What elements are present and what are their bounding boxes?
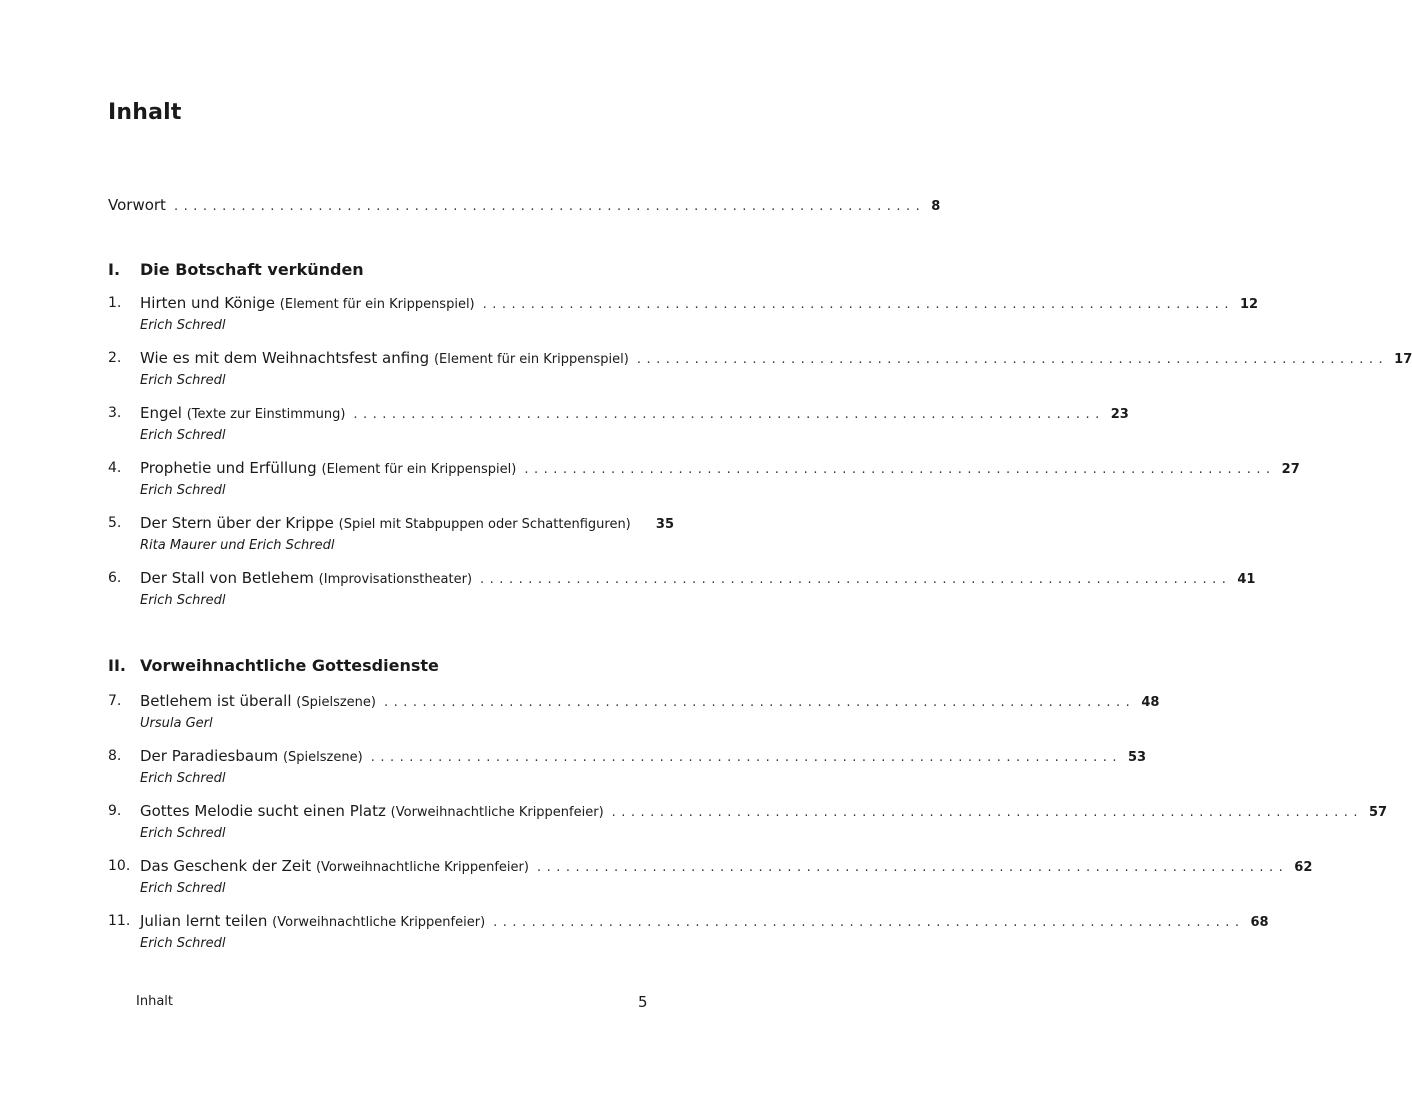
section-heading-2 <box>108 655 439 677</box>
entry-subtitle: (Vorweihnachtliche Krippenfeier) <box>272 915 486 930</box>
entry-number: 6. <box>108 570 122 586</box>
entry-subtitle: (Element für ein Krippenspiel) <box>279 297 475 312</box>
page-number: 35 <box>655 517 674 532</box>
page-number: 68 <box>1250 915 1269 930</box>
entry-number: 10. <box>108 858 131 874</box>
entry-title <box>140 347 629 371</box>
entry-title-main: Hirten und Könige <box>140 294 275 312</box>
section-number: II. <box>108 656 126 675</box>
entry-subtitle: (Spiel mit Stabpuppen oder Schattenfiguren) <box>338 517 631 532</box>
toc-entry[interactable] <box>108 690 1160 712</box>
entry-author: Ursula Gerl <box>140 716 213 731</box>
entry-title-main: Der Paradiesbaum <box>140 747 279 765</box>
page-number: 23 <box>1110 407 1129 422</box>
dot-leader: .............................................................................. <box>636 352 1389 367</box>
dot-leader <box>639 514 640 536</box>
entry-author: Erich Schredl <box>140 373 226 388</box>
entry-title <box>140 690 376 714</box>
toc-entry-vorwort[interactable] <box>108 194 941 216</box>
entry-title-main: Betlehem ist überall <box>140 692 292 710</box>
entry-title <box>140 745 363 769</box>
entry-title <box>140 457 516 481</box>
entry-subtitle: (Spielszene) <box>282 750 363 765</box>
entry-title-main: Der Stall von Betlehem <box>140 569 314 587</box>
entry-title <box>140 800 604 824</box>
entry-title <box>140 910 485 934</box>
toc-entry[interactable] <box>108 292 1259 314</box>
entry-title: Vorwort <box>108 196 166 214</box>
page-number: 57 <box>1368 805 1388 820</box>
entry-author: Erich Schredl <box>140 428 226 443</box>
running-footer-label: Inhalt <box>136 994 173 1009</box>
page-number: 8 <box>931 199 941 214</box>
section-title: Die Botschaft verkünden <box>140 260 364 279</box>
entry-title-main: Wie es mit dem Weihnachtsfest anfing <box>140 349 430 367</box>
dot-leader: .............................................................................. <box>482 297 1234 312</box>
dot-leader: .............................................................................. <box>493 915 1245 930</box>
entry-author: Rita Maurer und Erich Schredl <box>140 538 335 553</box>
entry-subtitle: (Texte zur Einstimmung) <box>186 407 346 422</box>
folio-page-number: 5 <box>638 993 648 1011</box>
entry-number: 1. <box>108 295 122 311</box>
entry-title <box>140 292 475 316</box>
entry-subtitle: (Vorweihnachtliche Krippenfeier) <box>390 805 604 820</box>
dot-leader: .............................................................................. <box>370 750 1123 765</box>
toc-entry[interactable] <box>108 347 1412 369</box>
entry-title-main: Prophetie und Erfüllung <box>140 459 317 477</box>
entry-subtitle: (Vorweihnachtliche Krippenfeier) <box>315 860 529 875</box>
entry-title-main: Julian lernt teilen <box>140 912 268 930</box>
toc-entry[interactable] <box>108 457 1300 479</box>
entry-author: Erich Schredl <box>140 826 226 841</box>
entry-title-main: Das Geschenk der Zeit <box>140 857 312 875</box>
entry-number: 9. <box>108 803 122 819</box>
page-number: 41 <box>1237 572 1256 587</box>
toc-entry[interactable] <box>108 910 1269 932</box>
entry-subtitle: (Improvisationstheater) <box>318 572 473 587</box>
entry-title <box>140 567 472 591</box>
entry-subtitle: (Element für ein Krippenspiel) <box>321 462 517 477</box>
entry-number: 3. <box>108 405 122 421</box>
entry-author: Erich Schredl <box>140 318 226 333</box>
entry-subtitle: (Spielszene) <box>296 695 376 710</box>
dot-leader: .............................................................................. <box>173 199 926 214</box>
section-title: Vorweihnachtliche Gottesdienste <box>140 656 439 675</box>
dot-leader: .............................................................................. <box>353 407 1105 422</box>
entry-number: 2. <box>108 350 122 366</box>
entry-number: 7. <box>108 693 122 709</box>
entry-number: 5. <box>108 515 122 531</box>
toc-entry[interactable] <box>108 402 1129 424</box>
entry-title-main: Der Stern über der Krippe <box>140 514 334 532</box>
page-number: 48 <box>1141 695 1160 710</box>
dot-leader: .............................................................................. <box>536 860 1289 875</box>
entry-title-main: Engel <box>140 404 182 422</box>
entry-author: Erich Schredl <box>140 593 226 608</box>
entry-author: Erich Schredl <box>140 483 226 498</box>
toc-entry[interactable] <box>108 745 1147 767</box>
page-number: 53 <box>1128 750 1147 765</box>
section-number: I. <box>108 260 121 279</box>
entry-author: Erich Schredl <box>140 881 226 896</box>
dot-leader: .............................................................................. <box>524 462 1276 477</box>
toc-entry[interactable] <box>108 512 674 534</box>
page-number: 27 <box>1281 462 1300 477</box>
dot-leader: .............................................................................. <box>480 572 1232 587</box>
page-title: Inhalt <box>108 100 182 125</box>
entry-title <box>140 855 529 879</box>
toc-entry[interactable] <box>108 855 1313 877</box>
entry-title <box>140 402 345 426</box>
dot-leader: .............................................................................. <box>611 805 1363 820</box>
section-heading-1 <box>108 259 364 281</box>
entry-number: 11. <box>108 913 131 929</box>
entry-subtitle: (Element für ein Krippenspiel) <box>433 352 629 367</box>
page-number: 62 <box>1294 860 1313 875</box>
dot-leader: .............................................................................. <box>383 695 1136 710</box>
page-number: 17 <box>1394 352 1412 367</box>
page-number: 12 <box>1239 297 1259 312</box>
entry-author: Erich Schredl <box>140 771 226 786</box>
entry-title-main: Gottes Melodie sucht einen Platz <box>140 802 386 820</box>
entry-number: 8. <box>108 748 122 764</box>
toc-entry[interactable] <box>108 800 1388 822</box>
entry-author: Erich Schredl <box>140 936 226 951</box>
entry-title <box>140 512 631 536</box>
toc-entry[interactable] <box>108 567 1256 589</box>
entry-number: 4. <box>108 460 122 476</box>
